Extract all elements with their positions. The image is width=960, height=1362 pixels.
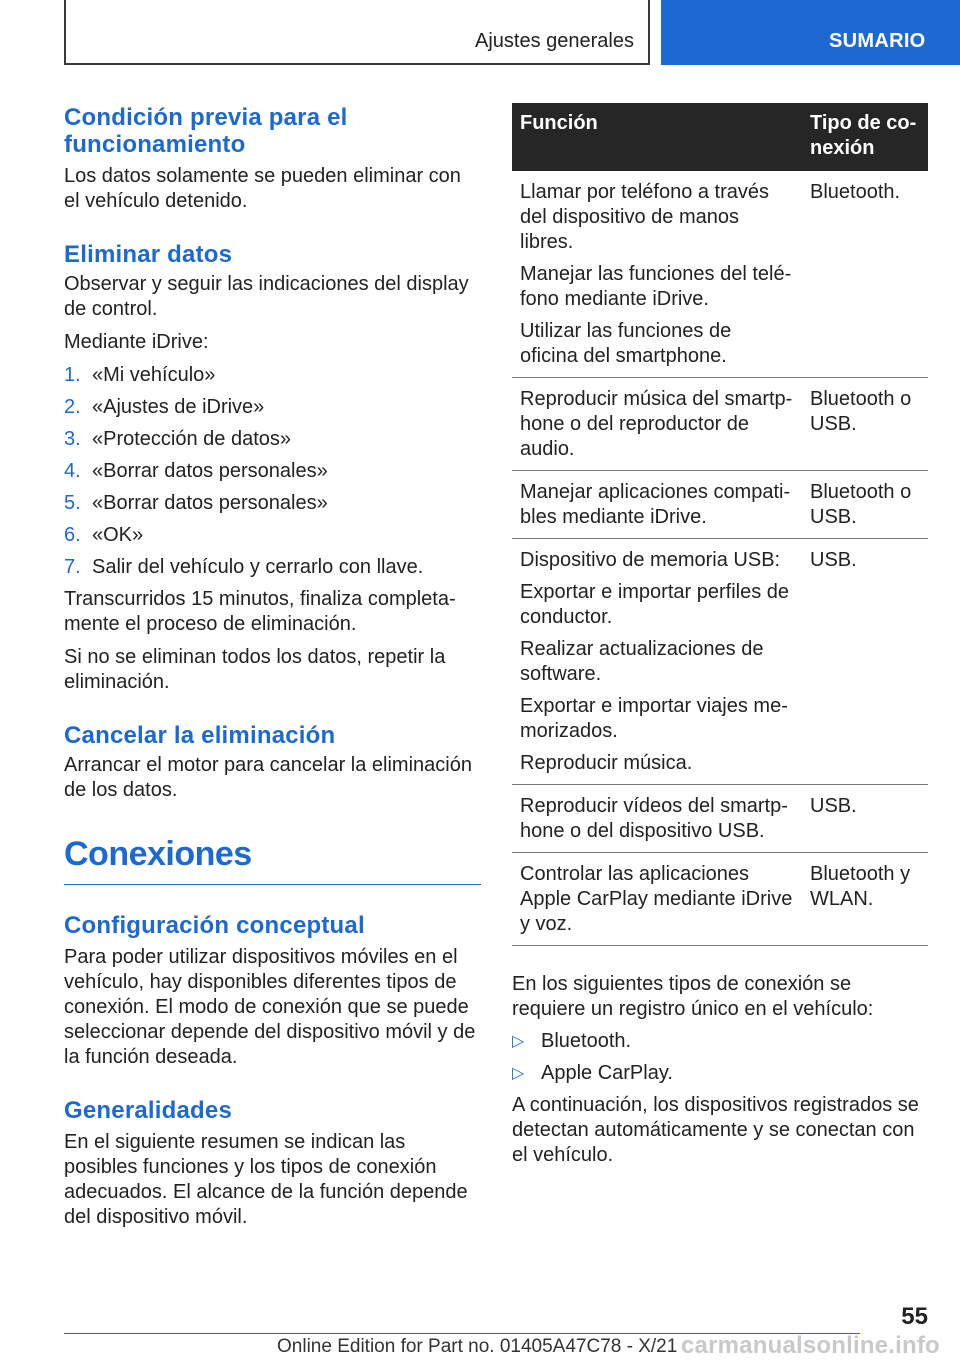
delete-data-heading: Eliminar datos — [64, 241, 233, 268]
step-number: 1. — [64, 364, 81, 386]
connection-type-cell: Bluetooth. — [802, 171, 928, 378]
function-text: Reproducir música. — [520, 752, 693, 774]
concept-heading: Configuración conceptual — [64, 912, 365, 939]
table-row — [512, 539, 928, 785]
closing-text: A continuación, los dispositivos registrados se detectan automáticamente y se conectan con el vehículo. — [512, 1094, 919, 1166]
list-item — [64, 459, 481, 491]
summary-button-label: SUMARIO — [829, 30, 926, 52]
delete-data-body: Observar y seguir las indicaciones del display de control. — [64, 273, 469, 320]
function-text: Llamar por teléfono a través del dispositivo de manos libres. — [520, 181, 770, 253]
concept-body: Para poder utilizar dispositivos móviles en el vehículo, hay disponibles diferentes tipos de conexión. El modo de conexión que se puede seleccionar depende del dispositivo móvil y de la función deseada. — [64, 946, 476, 1068]
section-title: Ajustes generales — [475, 30, 634, 52]
function-cell — [512, 378, 802, 471]
connections-table — [512, 103, 928, 946]
after-steps-text-2: Si no se eliminan todos los datos, repetir la eliminación. — [64, 646, 446, 693]
function-cell — [512, 785, 802, 853]
step-text: «Borrar datos personales» — [92, 460, 328, 482]
cancel-body: Arrancar el motor para cancelar la eliminación de los datos. — [64, 754, 472, 801]
condition-heading-line1: Condición previa para el — [64, 104, 348, 131]
step-text: «Borrar datos personales» — [92, 492, 328, 514]
list-item — [512, 1061, 928, 1093]
delete-data-idrive: Mediante iDrive: — [64, 331, 209, 353]
list-item — [64, 427, 481, 459]
table-body — [512, 171, 928, 946]
steps-list — [64, 363, 481, 587]
table-row — [512, 378, 928, 471]
function-cell — [512, 853, 802, 946]
connection-type-cell: USB. — [802, 785, 928, 853]
condition-heading — [64, 104, 481, 158]
connection-type-cell: Bluetooth o USB. — [802, 378, 928, 471]
table-header-function: Función — [512, 103, 802, 171]
after-steps-text-1: Transcurridos 15 minutos, finaliza completamente el proceso de eliminación. — [64, 588, 456, 635]
step-number: 5. — [64, 492, 81, 514]
condition-heading-line2: funcionamiento — [64, 131, 246, 158]
function-cell — [512, 539, 802, 785]
step-number: 7. — [64, 556, 81, 578]
bullet-text: Apple CarPlay. — [541, 1062, 673, 1084]
table-header-type: Tipo de conexión — [802, 103, 928, 171]
table-row — [512, 853, 928, 946]
list-item — [512, 1029, 928, 1061]
summary-button[interactable] — [661, 0, 960, 65]
step-text: «Protección de datos» — [92, 428, 292, 450]
page-number: 55 — [901, 1303, 928, 1330]
connections-heading: Conexiones — [64, 835, 252, 873]
function-cell — [512, 471, 802, 539]
function-text: Controlar las aplicaciones Apple CarPlay mediante iDrive y voz. — [520, 863, 793, 935]
function-text: Realizar actualizaciones de software. — [520, 638, 764, 685]
list-item — [64, 363, 481, 395]
function-text: Exportar e importar viajes memorizados. — [520, 695, 788, 742]
step-text: «Mi vehículo» — [92, 364, 216, 386]
step-text: «OK» — [92, 524, 144, 546]
header-section-box — [64, 0, 650, 65]
table-header-row — [512, 103, 928, 171]
condition-body: Los datos solamente se pueden eliminar con el vehículo detenido. — [64, 165, 461, 212]
step-text: «Ajustes de iDrive» — [92, 396, 265, 418]
table-row — [512, 785, 928, 853]
function-text: Manejar las funciones del teléfono mediante iDrive. — [520, 263, 792, 310]
list-item — [64, 395, 481, 427]
step-number: 2. — [64, 396, 81, 418]
function-text: Dispositivo de memoria USB: — [520, 549, 781, 571]
triangle-bullet-icon: ▷ — [512, 1033, 525, 1050]
registration-text: En los siguientes tipos de conexión se requiere un registro único en el vehículo: — [512, 973, 874, 1020]
footer-edition: Online Edition for Part no. 01405A47C78 - X/21 — [277, 1336, 678, 1357]
function-text: Manejar aplicaciones compatibles mediante iDrive. — [520, 481, 791, 528]
table-row — [512, 471, 928, 539]
list-item — [64, 555, 481, 587]
function-text: Reproducir música del smartphone o del reproductor de audio. — [520, 388, 793, 460]
connection-type-cell: USB. — [802, 539, 928, 785]
connection-type-cell: Bluetooth y WLAN. — [802, 853, 928, 946]
function-text: Exportar e importar perfiles de conductor. — [520, 581, 790, 628]
list-item — [64, 491, 481, 523]
connection-type-cell: Bluetooth o USB. — [802, 471, 928, 539]
footer-watermark: carmanualsonline.info — [681, 1332, 940, 1359]
function-cell — [512, 171, 802, 378]
function-text: Utilizar las funciones de oficina del smartphone. — [520, 320, 732, 367]
step-number: 6. — [64, 524, 81, 546]
general-heading: Generalidades — [64, 1097, 233, 1124]
cancel-heading: Cancelar la eliminación — [64, 722, 336, 749]
left-column — [64, 104, 481, 1230]
table-row — [512, 171, 928, 378]
registration-list — [512, 1029, 928, 1093]
connections-heading-wrap — [64, 834, 481, 885]
triangle-bullet-icon: ▷ — [512, 1065, 525, 1082]
right-column — [512, 103, 928, 1168]
list-item — [64, 523, 481, 555]
general-body: En el siguiente resumen se indican las posibles funciones y los tipos de conexión adecuados. El alcance de la función depende del dispositivo móvil. — [64, 1131, 468, 1228]
bullet-text: Bluetooth. — [541, 1030, 632, 1052]
function-text: Reproducir vídeos del smartphone o del dispositivo USB. — [520, 795, 788, 842]
step-number: 4. — [64, 460, 81, 482]
step-text: Salir del vehículo y cerrarlo con llave. — [92, 556, 424, 578]
step-number: 3. — [64, 428, 81, 450]
